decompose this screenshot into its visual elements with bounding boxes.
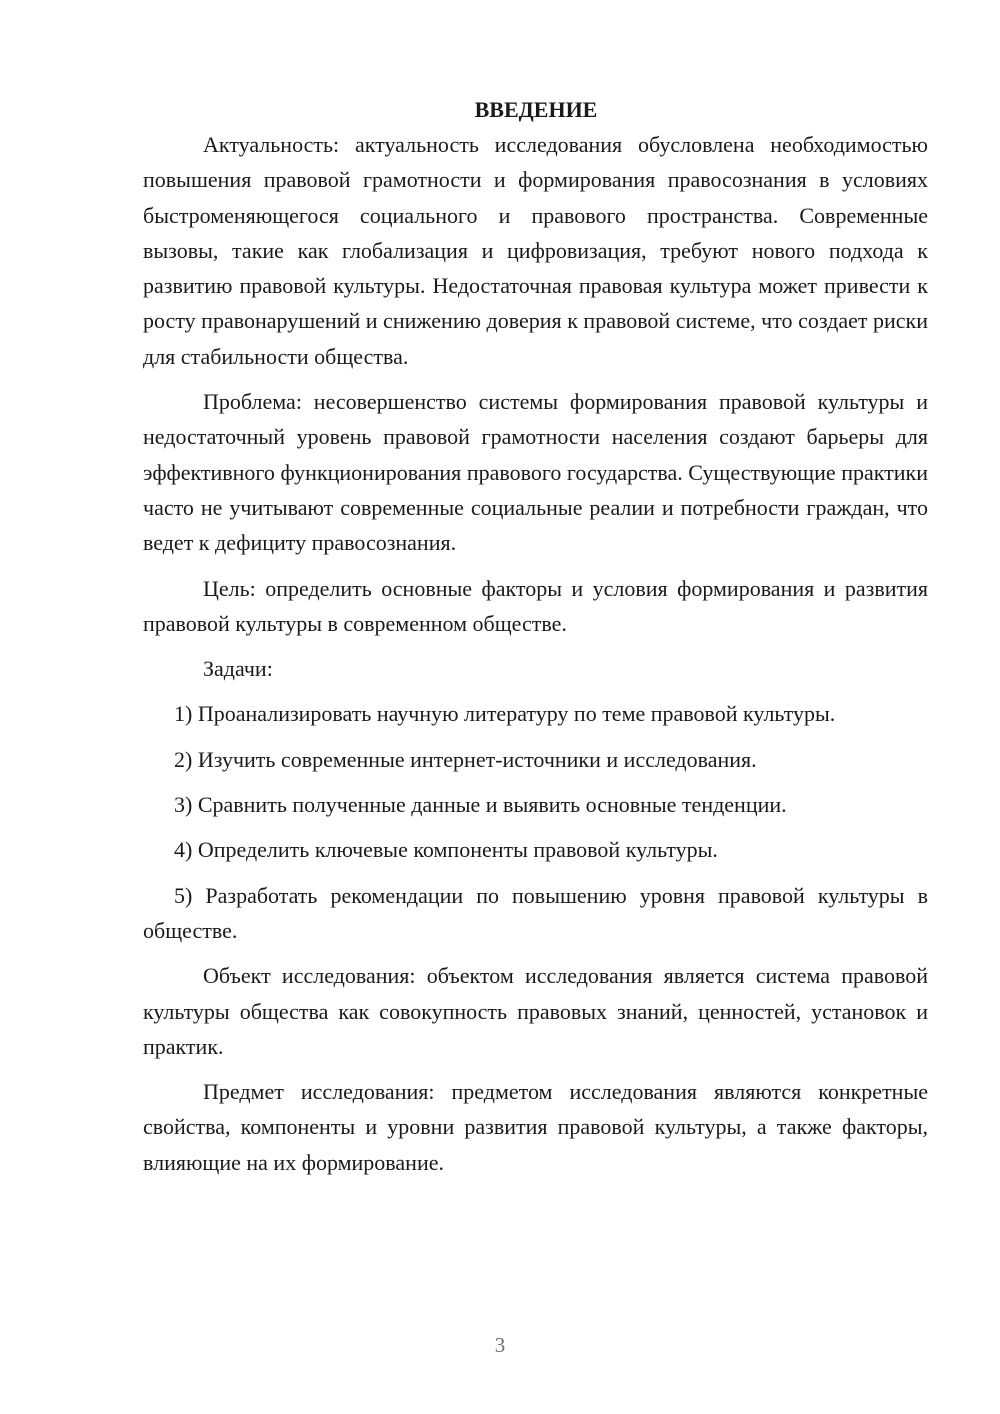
tasks-heading: Задачи: — [203, 656, 273, 682]
goal-paragraph: Цель: определить основные факторы и условия формирования и развития правовой культуры в современном обществе. — [143, 575, 928, 636]
task-item: 1) Проанализировать научную литературу по теме правовой культуры. — [174, 701, 836, 727]
subject-paragraph: Предмет исследования: предметом исследования являются конкретные свойства, компоненты и уровни развития правовой культуры, а также факторы, влияющие на их формирование. — [143, 1079, 928, 1175]
task-item: 3) Сравнить полученные данные и выявить основные тенденции. — [174, 792, 787, 818]
problem-paragraph: Проблема: несовершенство системы формирования правовой культуры и недостаточный уровень правовой грамотности населения создают барьеры для эффективного функционирования правового государства. Существующие практики часто не учитывают современные социальные реалии и потребности граждан, что ведет к дефициту правосознания. — [143, 389, 928, 556]
object-paragraph: Объект исследования: объектом исследования является система правовой культуры общества как совокупность правовых знаний, ценностей, установок и практик. — [143, 963, 928, 1059]
page-title: ВВЕДЕНИЕ — [474, 97, 598, 122]
task-item: 2) Изучить современные интернет-источники и исследования. — [174, 746, 757, 772]
relevance-paragraph: Актуальность: актуальность исследования обусловлена необходимостью повышения правовой грамотности и формирования правосознания в условиях быстроменяющегося социального и правового пространства. Современные вызовы, такие как глобализация и цифровизация, требуют нового подхода к развитию правовой культуры. Недостаточная правовая культура может привести к росту правонарушений и снижению доверия к правовой системе, что создает риски для стабильности общества. — [143, 132, 928, 369]
page-content — [143, 92, 928, 1180]
task-item: 4) Определить ключевые компоненты правовой культуры. — [174, 837, 718, 863]
page-number: 3 — [494, 1333, 506, 1357]
task-item: 5) Разработать рекомендации по повышению уровня правовой культуры в обществе. — [143, 882, 928, 943]
